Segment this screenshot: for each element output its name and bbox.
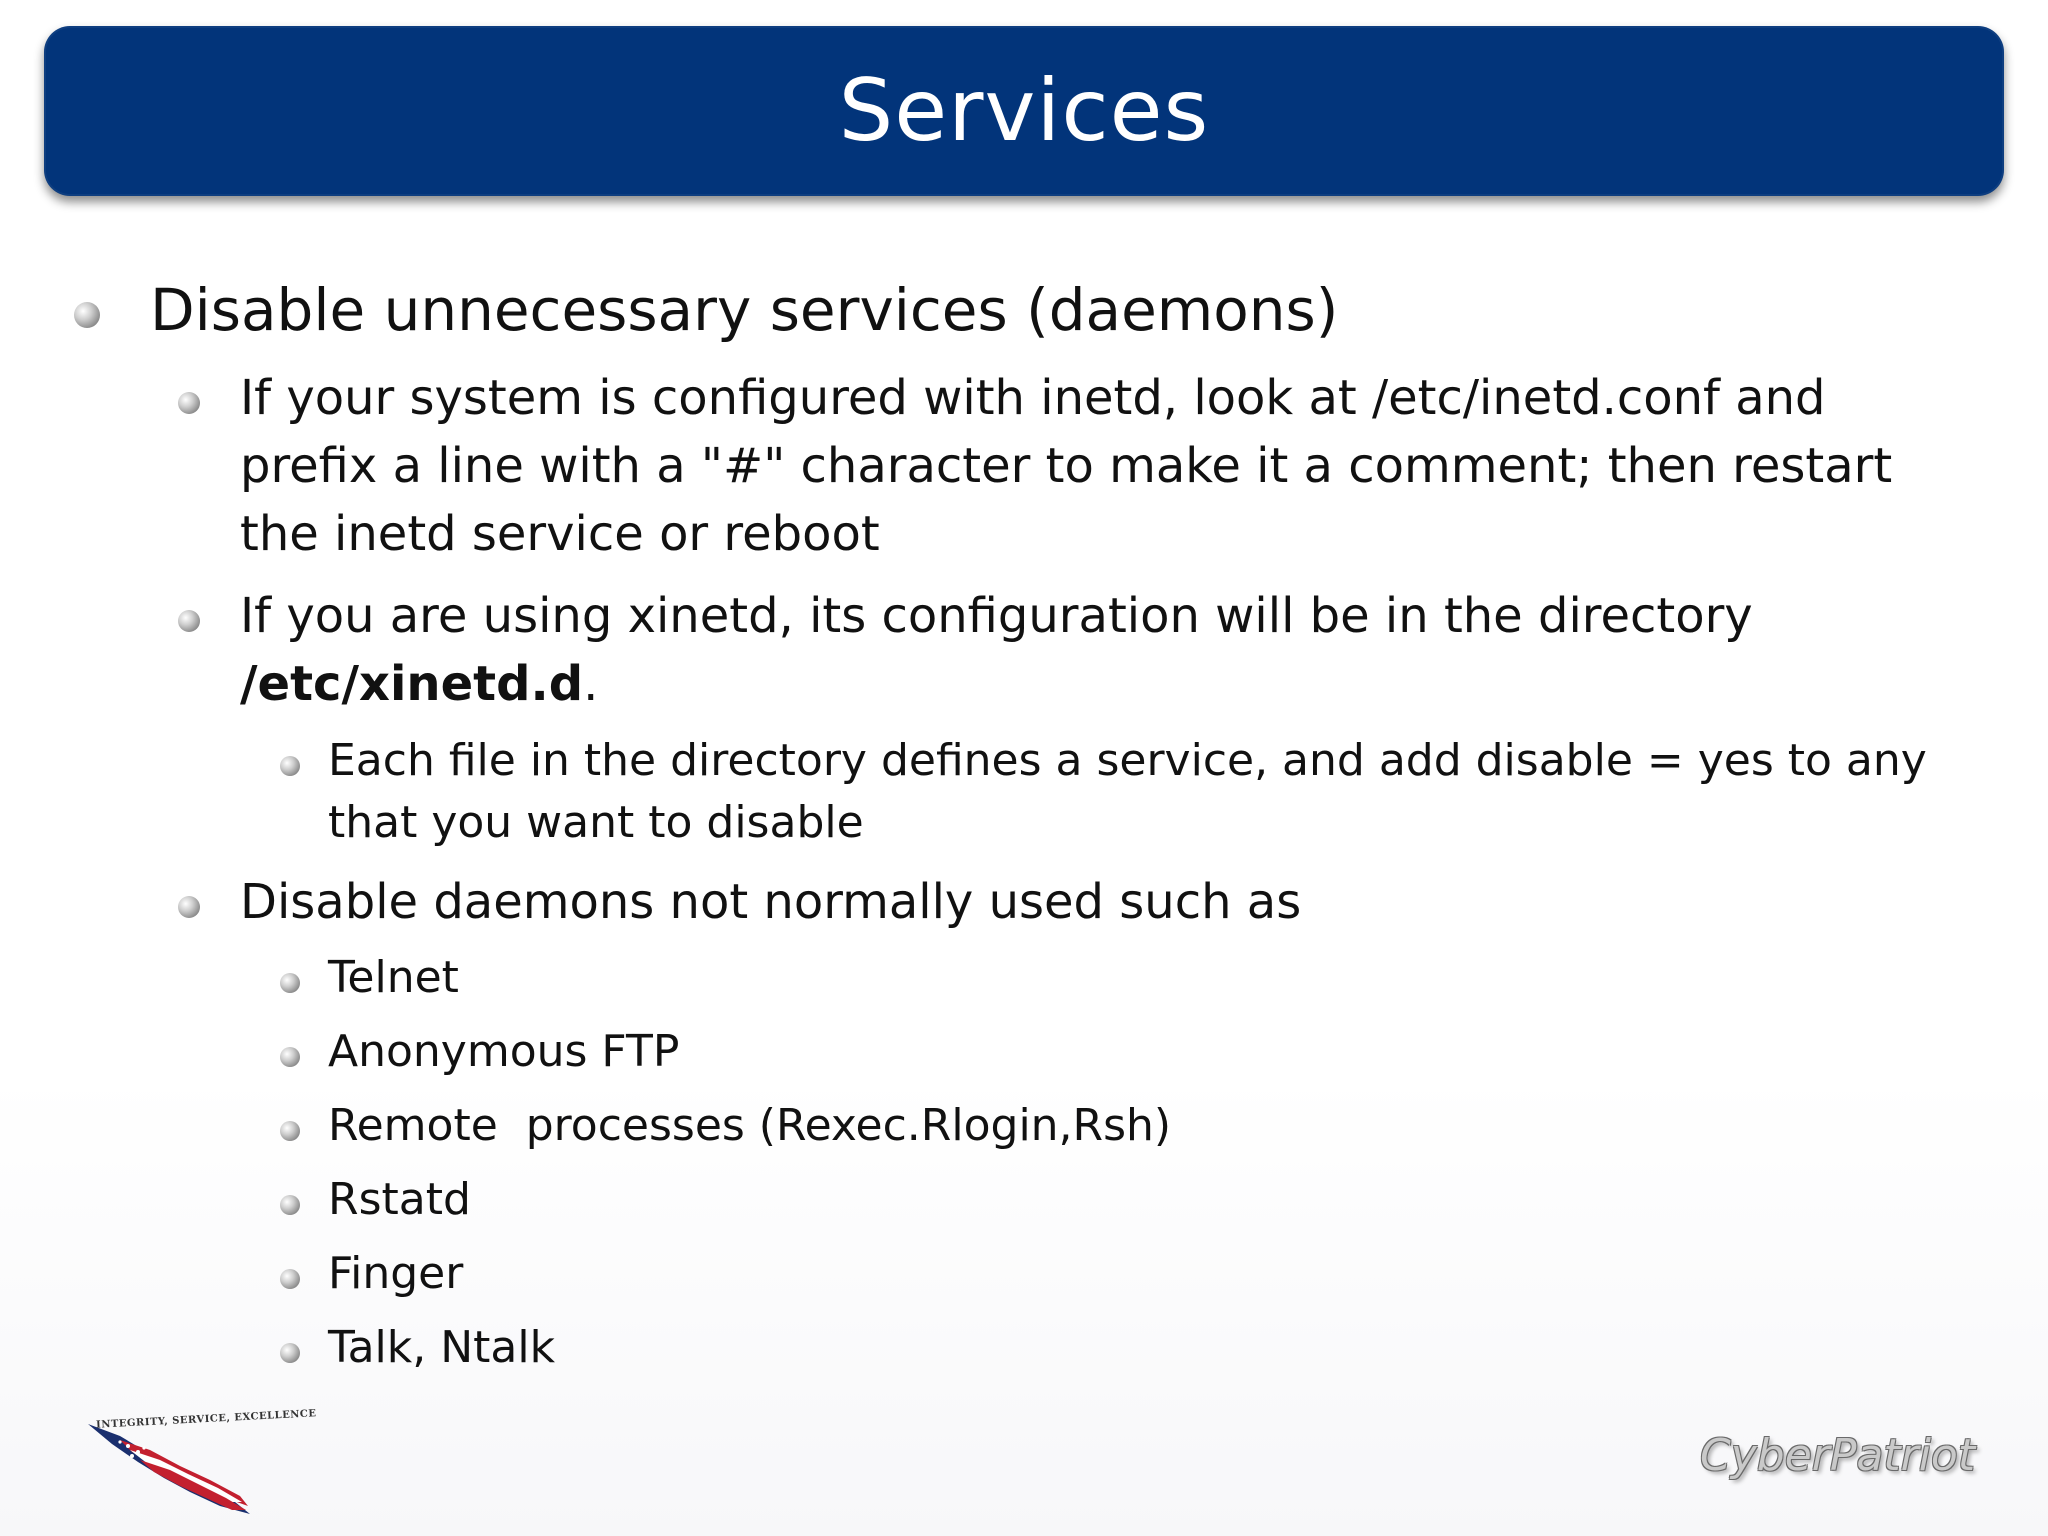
bullet-icon bbox=[280, 973, 300, 993]
logo-motto: INTEGRITY, SERVICE, EXCELLENCE bbox=[95, 1408, 317, 1431]
bullet-xinetd-path: /etc/xinetd.d bbox=[240, 656, 584, 712]
daemon-item-label: Finger bbox=[328, 1248, 464, 1299]
bullet-xinetd-post: . bbox=[583, 656, 599, 712]
bullet-icon bbox=[280, 1269, 300, 1289]
bullet-disable-daemons-text: Disable daemons not normally used such as bbox=[240, 874, 1302, 930]
bullet-inetd bbox=[240, 364, 1940, 568]
daemon-item bbox=[328, 1169, 471, 1231]
daemon-item-label: Telnet bbox=[328, 952, 459, 1003]
daemon-item bbox=[328, 1317, 555, 1379]
bullet-xinetd-file bbox=[328, 730, 1948, 854]
bullet-icon bbox=[178, 392, 200, 414]
daemon-item bbox=[328, 1095, 1171, 1157]
daemon-item bbox=[328, 1243, 463, 1305]
bullet-icon bbox=[280, 1343, 300, 1363]
bullet-icon bbox=[178, 896, 200, 918]
daemon-item bbox=[328, 1021, 679, 1083]
bullet-main-text: Disable unnecessary services (daemons) bbox=[150, 276, 1339, 344]
bullet-icon bbox=[280, 1047, 300, 1067]
bullet-disable-daemons bbox=[240, 868, 1940, 936]
daemon-item-label: Remote processes (Rexec.Rlogin,Rsh) bbox=[328, 1100, 1172, 1151]
bullet-icon bbox=[178, 610, 200, 632]
slide-title: Services bbox=[838, 61, 1210, 161]
daemon-item-label: Anonymous FTP bbox=[328, 1026, 680, 1077]
daemon-item-label: Talk, Ntalk bbox=[328, 1322, 556, 1373]
bullet-inetd-text: If your system is configured with inetd, look at /etc/inetd.conf and prefix a line with a "#" character to make it a comment; then restart the inetd service or reboot bbox=[240, 370, 1893, 562]
bullet-icon bbox=[280, 756, 300, 776]
bullet-xinetd bbox=[240, 582, 1940, 718]
bullet-icon bbox=[74, 302, 100, 328]
bullet-xinetd-text bbox=[240, 582, 1940, 718]
daemon-item-label: Rstatd bbox=[328, 1174, 471, 1225]
bullet-xinetd-pre: If you are using xinetd, its configuration will be in the directory bbox=[240, 588, 1753, 644]
bullet-main bbox=[150, 276, 2010, 344]
bullet-xinetd-file-text: Each file in the directory defines a service, and add disable = yes to any that you want to disable bbox=[328, 735, 1927, 848]
daemon-item bbox=[328, 947, 459, 1009]
bullet-icon bbox=[280, 1195, 300, 1215]
brand-wordmark: CyberPatriot bbox=[1700, 1430, 1976, 1481]
bullet-icon bbox=[280, 1121, 300, 1141]
